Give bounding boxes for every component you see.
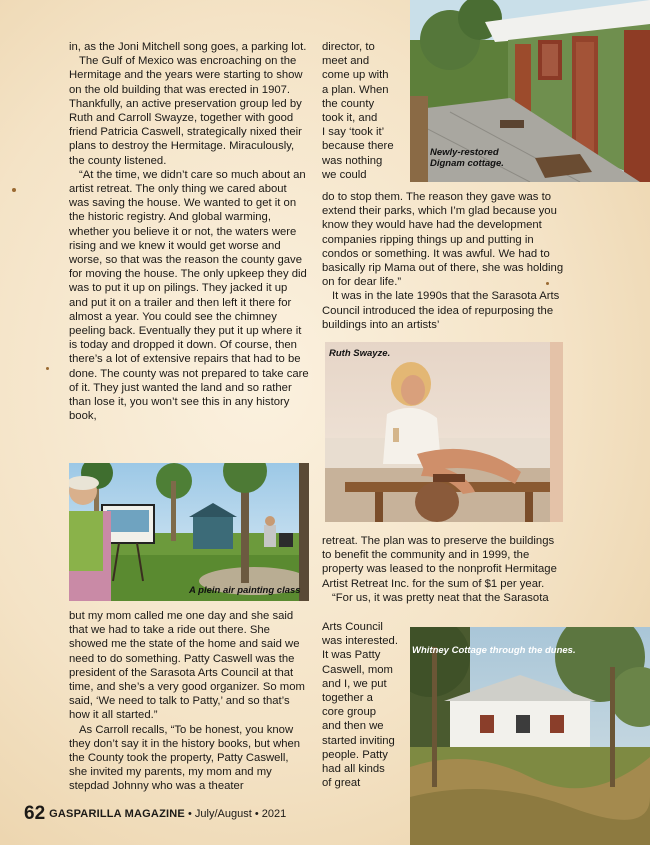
paragraph: in, as the Joni Mitchell song goes, a parking lot. bbox=[69, 41, 307, 53]
plein-air-caption: A plein air painting class bbox=[189, 585, 301, 596]
line: of great bbox=[322, 777, 361, 790]
line: come up with bbox=[322, 69, 389, 82]
paragraph: do to stop them. The reason they gave was to extend their parks, which I’m glad because you know they would have had the development companies ripping things up and putting in condos or something. It was awful. We had to basically rip Mama out of there, she was holding on for dear life.” bbox=[322, 191, 564, 289]
line: was nothing bbox=[322, 154, 383, 167]
line: people. Patty bbox=[322, 748, 388, 761]
right-column-lower bbox=[322, 534, 564, 605]
line: started inviting bbox=[322, 734, 395, 747]
line: we could bbox=[322, 168, 367, 181]
paper-speck bbox=[546, 282, 549, 285]
whitney-image bbox=[410, 627, 650, 845]
line: and then we bbox=[322, 720, 384, 733]
line: I say ‘took it’ bbox=[322, 126, 385, 139]
issue-date: • July/August • 2021 bbox=[184, 808, 287, 820]
cottage-caption bbox=[430, 147, 526, 169]
paragraph: “For us, it was pretty neat that the Sarasota bbox=[332, 591, 549, 604]
paragraph: As Carroll recalls, “To be honest, you know they don’t say it in the history books, but when the County took the property, Patty Caswell, she invited my parents, my mom and my stepdad Johnny who was a theater bbox=[69, 723, 301, 793]
plein-air-image bbox=[69, 463, 309, 601]
line: Caswell, mom bbox=[322, 663, 393, 676]
line: together a bbox=[322, 692, 373, 705]
ruth-image bbox=[325, 342, 563, 522]
line: and I, we put bbox=[322, 677, 387, 690]
line: meet and bbox=[322, 55, 370, 68]
paragraph: “At the time, we didn’t care so much about an artist retreat. The only thing we cared about was saving the house. We wanted to get it on the historic registry. And global warming, whether you believe it or not, the waters were rising and we knew it would get worse and worse, so that was the reason the county gave for moving the house. The only upkeep they did was to put it up on pilings. They jacked it up and put it on a trailer and then left it there for almost a year. You could see the chimney peeling back. Eventually they put it up where it is today and dropped it down. Of course, then there’s a lot of extensive repairs that had to be done. The county was not prepared to take care of it. They just wanted the land and so rather than lose it, you won’t see this in any history book, bbox=[69, 168, 309, 423]
paragraph: It was in the late 1990s that the Sarasota Arts Council introduced the idea of repurposing the buildings into an artists’ bbox=[322, 290, 560, 331]
right-column-narrow-top bbox=[322, 40, 408, 182]
page-number: 62 bbox=[24, 803, 46, 824]
line: director, to bbox=[322, 41, 375, 53]
left-column-top bbox=[69, 40, 309, 423]
whitney-cottage-photo bbox=[410, 627, 650, 845]
whitney-caption: Whitney Cottage through the dunes. bbox=[412, 645, 576, 656]
paper-speck bbox=[46, 367, 49, 370]
line: had all kinds bbox=[322, 763, 385, 776]
line: core group bbox=[322, 706, 377, 719]
ruth-caption: Ruth Swayze. bbox=[329, 348, 391, 359]
paragraph: The Gulf of Mexico was encroaching on the Hermitage and the years were starting to show on the old building that was erected in 1907. Thankfully, an active preservation group led by Ruth and Carroll Swayze, together with good friend Patricia Caswell, strategically nixed their plans to destroy the Hermitage. Miraculously, the county listened. bbox=[69, 55, 303, 167]
ruth-swayze-photo bbox=[325, 342, 563, 522]
magazine-name: GASPARILLA MAGAZINE bbox=[49, 808, 185, 820]
line: took it, and bbox=[322, 112, 378, 125]
line: a plan. When bbox=[322, 83, 389, 96]
paper-speck bbox=[12, 188, 16, 192]
line: It was Patty bbox=[322, 649, 381, 662]
plein-air-class-photo bbox=[69, 463, 309, 601]
page-footer bbox=[24, 803, 286, 825]
dignam-cottage-photo bbox=[410, 0, 650, 182]
cottage-caption-text: Newly-restored Dignam cottage. bbox=[430, 147, 504, 169]
paragraph: retreat. The plan was to preserve the buildings to benefit the community and in 1999, the property was leased to the nonprofit Hermitage Artist Retreat Inc. for the sum of $1 per year. bbox=[322, 535, 557, 590]
line: the county bbox=[322, 97, 375, 110]
paragraph: but my mom called me one day and she said that we had to take a ride out there. She showed me the state of the home and said we need to do something. Patty Caswell was the president of the Sarasota Arts Council at that time, and she’s a very good organizer. So mom said, ‘We need to talk to Patty,’ and so that’s how it all started.” bbox=[69, 610, 305, 722]
right-column-narrow-bottom bbox=[322, 620, 410, 790]
line: was interested. bbox=[322, 635, 398, 648]
line: because there bbox=[322, 140, 394, 153]
left-column-bottom bbox=[69, 609, 309, 794]
line: Arts Council bbox=[322, 621, 383, 633]
right-column-mid bbox=[322, 190, 564, 332]
